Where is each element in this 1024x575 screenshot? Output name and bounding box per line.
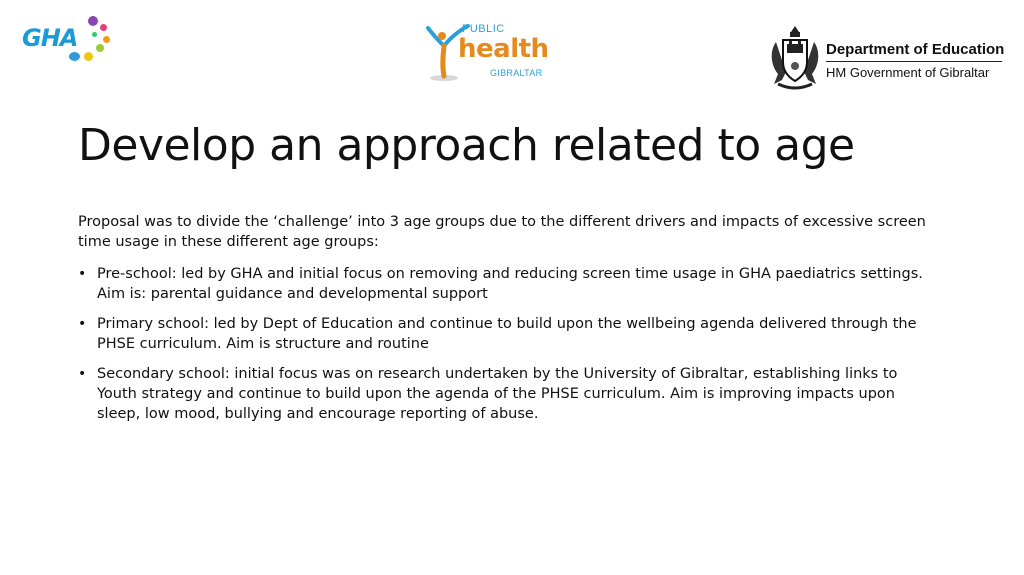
department-subtitle: HM Government of Gibraltar (826, 65, 990, 80)
department-of-education-logo (766, 24, 1006, 96)
intro-paragraph: Proposal was to divide the ‘challenge’ into 3 age groups due to the different drivers and impacts of excessive screen time usage in these different age groups: (78, 214, 926, 250)
gha-logo (20, 14, 112, 64)
bullet-text: Secondary school: initial focus was on research undertaken by the University of Gibraltar, establishing links to Youth strategy and continue to build upon the agenda of the PHSE curriculum. Aim is improving impacts upon sleep, low mood, bullying and encourage reporting of abuse. (97, 366, 898, 422)
coat-of-arms-icon (768, 24, 822, 94)
bullet-pre-school (78, 264, 938, 304)
gha-dot (69, 52, 80, 61)
gha-dot (100, 24, 107, 31)
public-health-line2: health (458, 34, 549, 64)
bullet-list (78, 264, 938, 424)
gha-dot (84, 52, 93, 61)
slide-title: Develop an approach related to age (78, 120, 855, 171)
bullet-text: Pre-school: led by GHA and initial focus on removing and reducing screen time usage in GHA paediatrics settings. Aim is: parental guidance and developmental support (97, 266, 923, 302)
public-health-line3: GIBRALTAR (490, 68, 543, 78)
bullet-mark: • (78, 266, 87, 282)
bullet-secondary-school (78, 364, 938, 424)
gha-logo-text: GHA (22, 24, 78, 52)
bullet-text: Primary school: led by Dept of Education and continue to build upon the wellbeing agenda delivered through the PHSE curriculum. Aim is structure and routine (97, 316, 917, 352)
bullet-mark: • (78, 316, 87, 332)
bullet-mark: • (78, 366, 87, 382)
bullet-primary-school (78, 314, 938, 354)
gha-dot (92, 32, 97, 37)
department-divider (826, 61, 1002, 62)
public-health-line1: PUBLIC (462, 23, 505, 35)
department-title: Department of Education (826, 41, 1005, 58)
gha-dot (96, 44, 104, 52)
gha-dot (88, 16, 98, 26)
gha-dot (103, 36, 110, 43)
slide-body (78, 212, 938, 434)
public-health-logo (422, 22, 554, 84)
